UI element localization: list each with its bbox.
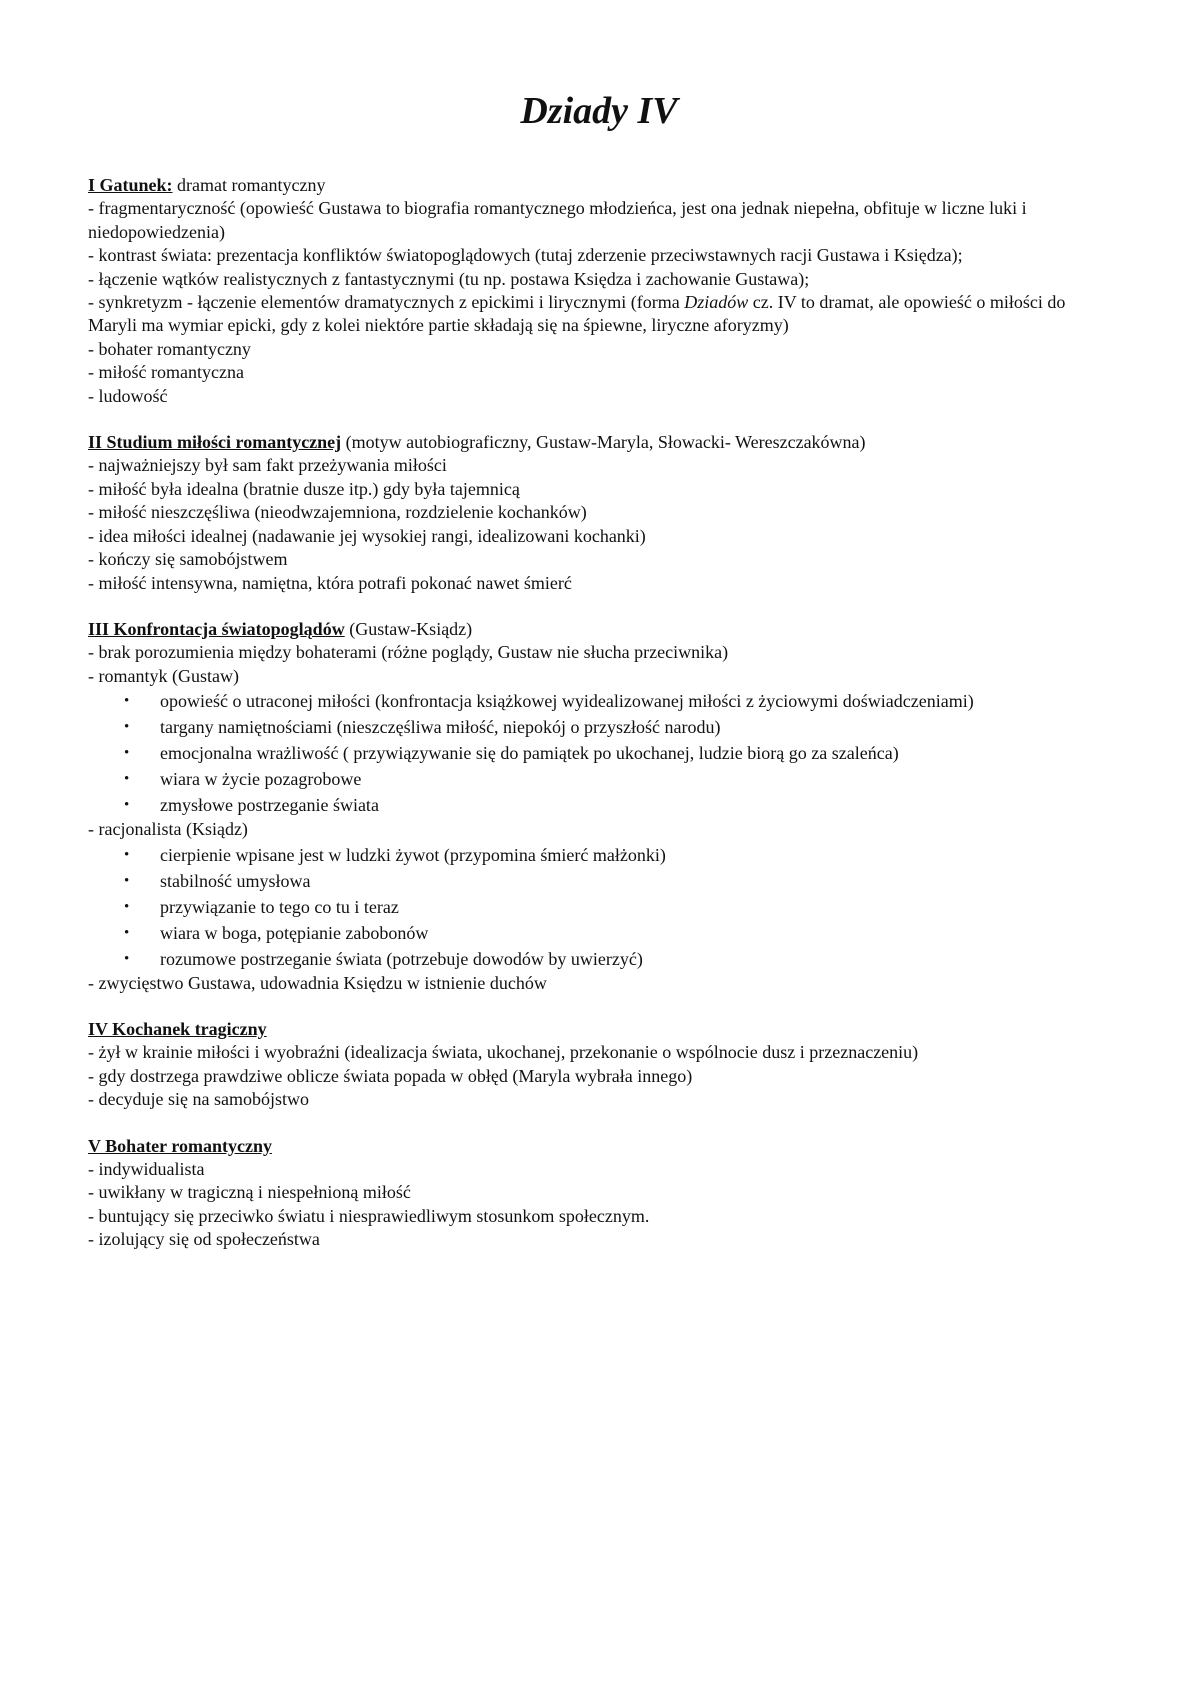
text-line: - zwycięstwo Gustawa, udowadnia Księdzu w istnienie duchów <box>88 972 547 993</box>
text-line: - izolujący się od społeczeństwa <box>88 1229 320 1250</box>
text-line: - miłość nieszczęśliwa (nieodwzajemniona, rozdzielenie kochanków) <box>88 502 587 523</box>
section-heading-line <box>88 174 1110 197</box>
section-heading-line <box>88 1018 1110 1041</box>
bullet-icon: • <box>124 693 130 710</box>
text-line: - kończy się samobójstwem <box>88 549 288 570</box>
section-studium-milosci <box>88 431 1110 595</box>
section-heading: II Studium miłości romantycznej <box>88 432 342 453</box>
text-line: - najważniejszy był sam fakt przeżywania miłości <box>88 455 447 476</box>
text-line: - miłość romantyczna <box>88 362 244 383</box>
text-line: - buntujący się przeciwko światu i niesprawiedliwym stosunkom społecznym. <box>88 1205 650 1226</box>
text-line: - brak porozumienia między bohaterami (różne poglądy, Gustaw nie słucha przeciwnika) <box>88 642 729 663</box>
text-line: - uwikłany w tragiczną i niespełnioną miłość <box>88 1182 411 1203</box>
bullet-icon: • <box>124 898 130 915</box>
bullet-icon: • <box>124 719 130 736</box>
section-kochanek-tragiczny <box>88 1018 1110 1112</box>
list-item-text: wiara w boga, potępianie zabobonów <box>160 922 429 943</box>
list-item <box>124 842 1110 868</box>
list-item <box>124 740 1110 766</box>
text-line: - miłość intensywna, namiętna, która potrafi pokonać nawet śmierć <box>88 572 572 593</box>
list-item <box>124 920 1110 946</box>
text-line: - bohater romantyczny <box>88 338 251 359</box>
section-heading-line <box>88 618 1110 641</box>
section-heading-line <box>88 1135 1110 1158</box>
list-item-text: wiara w życie pozagrobowe <box>160 769 362 790</box>
section-heading: IV Kochanek tragiczny <box>88 1018 267 1039</box>
list-item-text: przywiązanie to tego co tu i teraz <box>160 896 399 917</box>
italic-title: Dziadów <box>684 292 749 313</box>
text-line: - ludowość <box>88 385 168 406</box>
section-heading: I Gatunek: <box>88 175 173 195</box>
list-item-text: zmysłowe postrzeganie świata <box>160 795 379 816</box>
section-heading: III Konfrontacja światopoglądów <box>88 618 345 639</box>
bullet-icon: • <box>124 924 130 941</box>
text-line: - fragmentaryczność (opowieść Gustawa to biografia romantycznego młodzieńca, jest ona jednak niepełna, obfituje w liczne luki i niedopowiedzenia) <box>88 198 1027 242</box>
section-gatunek <box>88 174 1110 408</box>
list-item <box>124 946 1110 972</box>
text-line: - kontrast świata: prezentacja konfliktów światopoglądowych (tutaj zderzenie przeciwstawnych racji Gustawa i Księdza); <box>88 245 963 266</box>
section-heading-line <box>88 431 1110 454</box>
bullet-list-racjonalista <box>88 842 1110 972</box>
bullet-icon: • <box>124 846 130 863</box>
text-line: - indywidualista <box>88 1158 205 1179</box>
list-item <box>124 868 1110 894</box>
section-heading: V Bohater romantyczny <box>88 1135 272 1156</box>
bullet-icon: • <box>124 950 130 967</box>
text-line: - żył w krainie miłości i wyobraźni (idealizacja świata, ukochanej, przekonanie o wspólnocie dusz i przeznaczeniu) <box>88 1042 919 1063</box>
list-item-text: stabilność umysłowa <box>160 870 311 891</box>
section-bohater-romantyczny <box>88 1135 1110 1252</box>
list-item-text: opowieść o utraconej miłości (konfrontacja książkowej wyidealizowanej miłości z życiowymi doświadczeniami) <box>160 691 974 712</box>
text-line: - gdy dostrzega prawdziwe oblicze świata popada w obłęd (Maryla wybrała innego) <box>88 1065 693 1086</box>
bullet-list-romantyk <box>88 688 1110 818</box>
list-item <box>124 714 1110 740</box>
section-heading-rest: (Gustaw-Ksiądz) <box>344 618 473 639</box>
bullet-icon: • <box>124 872 130 889</box>
text-span: cz. IV to dramat, ale opowieść o miłości do Maryli ma wymiar epicki, gdy z kolei niektóre partie składają się na śpiewne, liryczne aforyzmy) <box>88 292 1066 336</box>
list-item <box>124 894 1110 920</box>
section-heading-rest: dramat romantyczny <box>172 175 326 195</box>
list-item <box>124 688 1110 714</box>
bullet-icon: • <box>124 745 130 762</box>
list-item-text: emocjonalna wrażliwość ( przywiązywanie się do pamiątek po ukochanej, ludzie biorą go za szaleńca) <box>160 743 899 764</box>
text-line: - romantyk (Gustaw) <box>88 665 239 686</box>
bullet-icon: • <box>124 771 130 788</box>
text-line-synkretyzm <box>88 291 1110 338</box>
list-item-text: targany namiętnościami (nieszczęśliwa miłość, niepokój o przyszłość narodu) <box>160 717 721 738</box>
text-line: - racjonalista (Ksiądz) <box>88 819 248 840</box>
list-item-text: rozumowe postrzeganie świata (potrzebuje dowodów by uwierzyć) <box>160 948 643 969</box>
bullet-icon: • <box>124 797 130 814</box>
list-item-text: cierpienie wpisane jest w ludzki żywot (przypomina śmierć małżonki) <box>160 844 666 865</box>
section-konfrontacja <box>88 618 1110 995</box>
text-line: - decyduje się na samobójstwo <box>88 1089 309 1110</box>
text-line: - miłość była idealna (bratnie dusze itp.) gdy była tajemnicą <box>88 478 520 499</box>
section-heading-rest: (motyw autobiograficzny, Gustaw-Maryla, Słowacki- Wereszczakówna) <box>341 432 866 453</box>
document-title: Dziady IV <box>520 90 678 132</box>
list-item <box>124 792 1110 818</box>
text-line: - idea miłości idealnej (nadawanie jej wysokiej rangi, idealizowani kochanki) <box>88 525 646 546</box>
list-item <box>124 766 1110 792</box>
text-line: - łączenie wątków realistycznych z fantastycznymi (tu np. postawa Księdza i zachowanie Gustawa); <box>88 268 810 289</box>
text-span: - synkretyzm - łączenie elementów dramatycznych z epickimi i lirycznymi (forma <box>88 292 685 313</box>
